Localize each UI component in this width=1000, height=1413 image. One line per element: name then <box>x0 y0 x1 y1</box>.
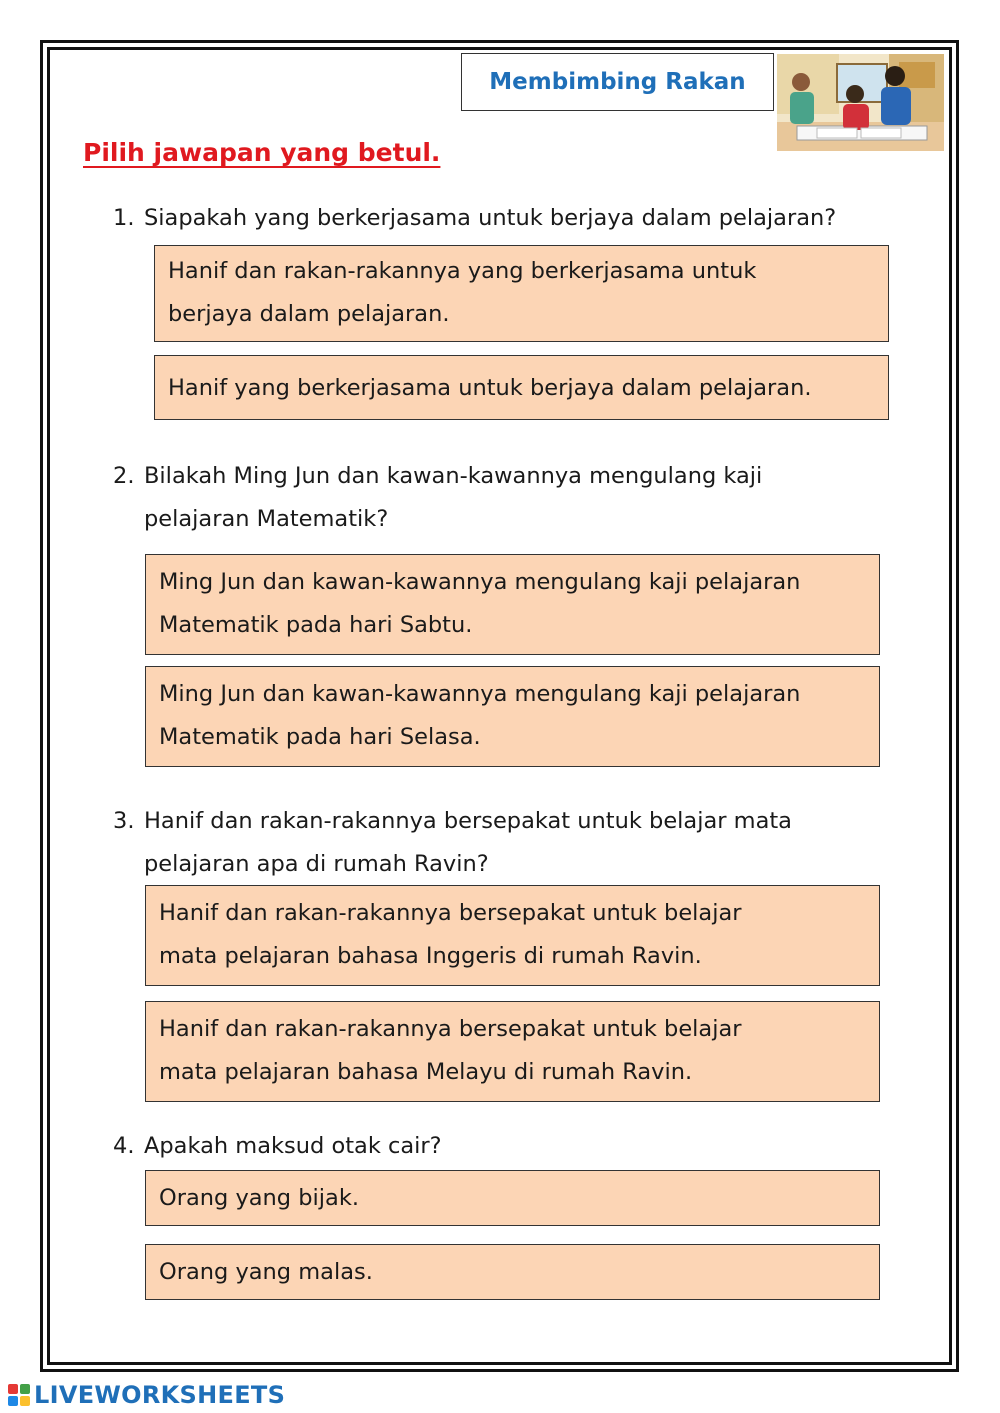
question-3 <box>113 800 913 886</box>
option-line: Orang yang malas. <box>159 1259 373 1285</box>
question-number: 4. <box>113 1133 135 1159</box>
logo-squares-icon <box>8 1384 30 1406</box>
question-2 <box>113 455 913 541</box>
question-number: 1. <box>113 205 135 231</box>
answer-option[interactable] <box>145 1001 880 1102</box>
option-line: Matematik pada hari Selasa. <box>159 724 481 750</box>
question-number: 3. <box>113 808 135 834</box>
option-line: mata pelajaran bahasa Inggeris di rumah Ravin. <box>159 943 702 969</box>
option-line: mata pelajaran bahasa Melayu di rumah Ravin. <box>159 1059 693 1085</box>
option-line: Ming Jun dan kawan-kawannya mengulang kaji pelajaran <box>159 681 801 707</box>
answer-option[interactable] <box>145 1244 880 1300</box>
answer-option[interactable] <box>145 885 880 986</box>
option-line: Hanif dan rakan-rakannya bersepakat untuk belajar <box>159 1016 742 1042</box>
question-text: Siapakah yang berkerjasama untuk berjaya dalam pelajaran? <box>144 205 837 231</box>
worksheet-title <box>461 53 774 111</box>
answer-option[interactable] <box>154 245 889 342</box>
answer-option[interactable] <box>145 1170 880 1226</box>
option-line: Matematik pada hari Sabtu. <box>159 612 473 638</box>
question-4 <box>113 1125 913 1168</box>
question-text: Hanif dan rakan-rakannya bersepakat untuk belajar mata <box>144 808 792 834</box>
answer-option[interactable] <box>145 666 880 767</box>
instruction-heading: Pilih jawapan yang betul. <box>83 138 441 167</box>
answer-option[interactable] <box>145 554 880 655</box>
question-text-continued: pelajaran Matematik? <box>144 506 389 532</box>
question-text: Bilakah Ming Jun dan kawan-kawannya mengulang kaji <box>144 463 763 489</box>
option-line: Hanif dan rakan-rakannya bersepakat untuk belajar <box>159 900 742 926</box>
students-studying-illustration <box>777 54 944 151</box>
question-1 <box>113 197 913 240</box>
answer-option[interactable] <box>154 355 889 420</box>
option-line: Orang yang bijak. <box>159 1185 359 1211</box>
question-text-continued: pelajaran apa di rumah Ravin? <box>144 851 489 877</box>
logo-text: LIVEWORKSHEETS <box>34 1381 286 1409</box>
question-number: 2. <box>113 463 135 489</box>
option-line: Ming Jun dan kawan-kawannya mengulang kaji pelajaran <box>159 569 801 595</box>
option-line: Hanif dan rakan-rakannya yang berkerjasama untuk <box>168 258 757 284</box>
liveworksheets-logo[interactable] <box>8 1381 285 1409</box>
option-line: berjaya dalam pelajaran. <box>168 301 450 327</box>
worksheet-title-text: Membimbing Rakan <box>489 69 746 95</box>
question-text: Apakah maksud otak cair? <box>144 1133 442 1159</box>
option-line: Hanif yang berkerjasama untuk berjaya dalam pelajaran. <box>168 374 812 401</box>
